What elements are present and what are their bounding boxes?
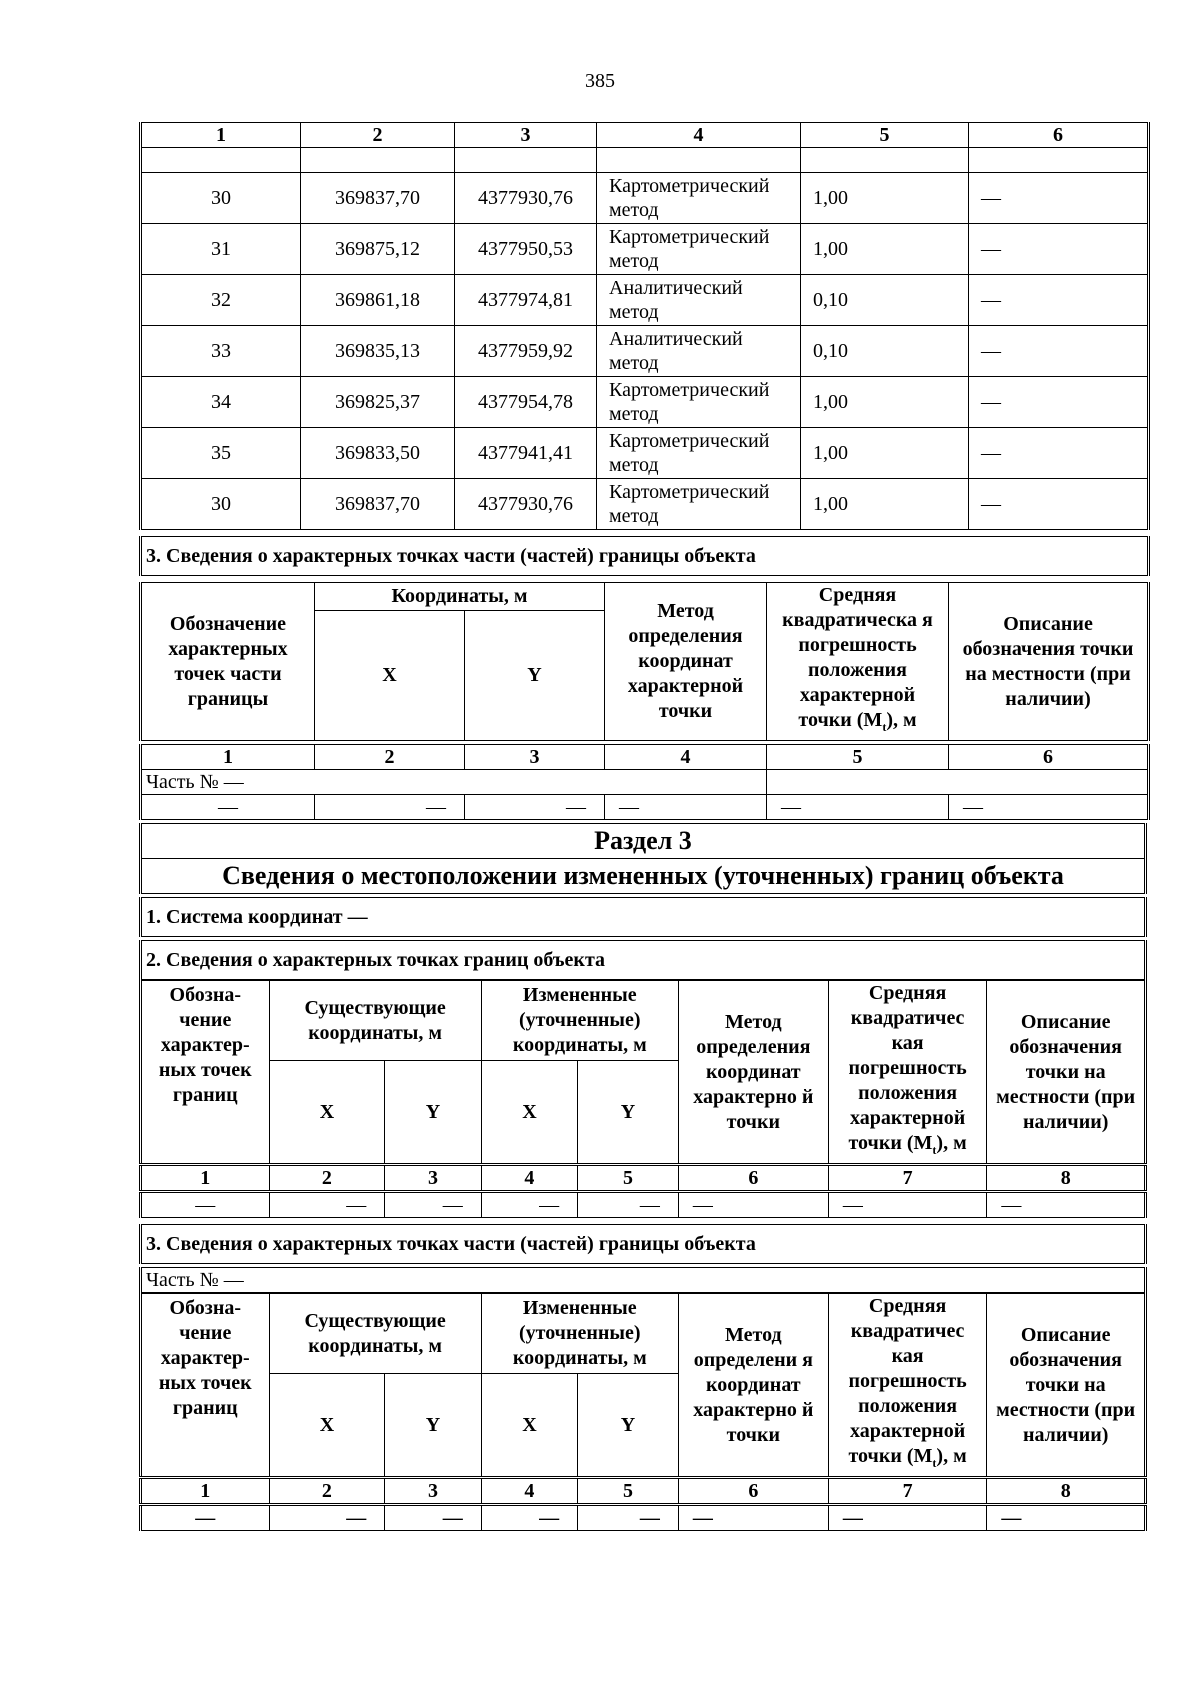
header-existing-y: Y bbox=[385, 1374, 481, 1478]
header-existing-x: X bbox=[269, 1374, 385, 1478]
header-changed-coords: Измененные (уточненные) координаты, м bbox=[481, 981, 678, 1061]
col-num: 2 bbox=[315, 745, 465, 770]
col-num: 6 bbox=[969, 123, 1149, 148]
method bbox=[597, 479, 801, 530]
point-number: 30 bbox=[141, 479, 301, 530]
description: — bbox=[969, 275, 1149, 326]
col-num: 3 bbox=[465, 745, 605, 770]
s3-points-table bbox=[139, 940, 1147, 980]
header-error: Средняя квадратичес кая погрешность положения характерной точки $(M_t)$, м bbox=[828, 1294, 987, 1478]
method-line: метод bbox=[609, 505, 659, 527]
header-method: Метод определения координат характерной точки bbox=[605, 583, 767, 741]
part-label: Часть № — bbox=[141, 770, 767, 795]
table-row bbox=[141, 377, 1149, 428]
coord-x: 369825,37 bbox=[301, 377, 455, 428]
method-line: Картометрический bbox=[609, 379, 770, 401]
error: 1,00 bbox=[801, 173, 969, 224]
part-points-header-table bbox=[139, 582, 1150, 741]
dash-cell: — bbox=[141, 795, 315, 820]
s3-part-title-table bbox=[139, 1224, 1147, 1264]
col-num: 4 bbox=[597, 123, 801, 148]
error: 0,10 bbox=[801, 275, 969, 326]
header-method: Метод определения координат характерно й точки bbox=[678, 981, 828, 1165]
col-num: 5 bbox=[578, 1165, 679, 1192]
part-points-table bbox=[139, 536, 1150, 576]
description: — bbox=[969, 224, 1149, 275]
s3-part-label-table bbox=[139, 1267, 1147, 1293]
method-line: метод bbox=[609, 454, 659, 476]
col-num: 7 bbox=[828, 1478, 987, 1505]
dash-cell: — bbox=[481, 1505, 577, 1531]
coord-y: 4377941,41 bbox=[455, 428, 597, 479]
column-number-row bbox=[141, 1478, 1146, 1505]
method-line: метод bbox=[609, 352, 659, 374]
description: — bbox=[969, 326, 1149, 377]
coord-x: 369833,50 bbox=[301, 428, 455, 479]
table-row bbox=[141, 224, 1149, 275]
method-line: Картометрический bbox=[609, 430, 770, 452]
dash-cell: — bbox=[385, 1505, 481, 1531]
header-error: Средняя квадратическа я погрешность положения характерной точки $(M_t)$, м bbox=[767, 583, 949, 741]
col-num: 3 bbox=[385, 1165, 481, 1192]
coord-x: 369861,18 bbox=[301, 275, 455, 326]
dash-cell: — bbox=[465, 795, 605, 820]
description: — bbox=[969, 377, 1149, 428]
dash-row bbox=[141, 795, 1149, 820]
section-title-row bbox=[141, 537, 1149, 576]
table-row bbox=[141, 428, 1149, 479]
coord-y: 4377954,78 bbox=[455, 377, 597, 428]
header-description: Описание обозначения точки на местности (при наличии) bbox=[949, 583, 1149, 741]
section-heading: Раздел 3 bbox=[141, 824, 1146, 859]
dash-cell: — bbox=[269, 1505, 385, 1531]
dash-cell: — bbox=[987, 1192, 1146, 1218]
part-points-body-table bbox=[139, 744, 1150, 820]
dash-cell: — bbox=[987, 1505, 1146, 1531]
col-num: 5 bbox=[767, 745, 949, 770]
dash-cell: — bbox=[141, 1505, 270, 1531]
method bbox=[597, 428, 801, 479]
part-label-row bbox=[141, 770, 1149, 795]
table-row bbox=[141, 173, 1149, 224]
method-line: метод bbox=[609, 301, 659, 323]
top-points-table bbox=[139, 122, 1150, 530]
description: — bbox=[969, 479, 1149, 530]
dash-cell: — bbox=[828, 1192, 987, 1218]
point-number: 32 bbox=[141, 275, 301, 326]
error: 1,00 bbox=[801, 224, 969, 275]
col-num: 2 bbox=[269, 1165, 385, 1192]
dash-cell: — bbox=[315, 795, 465, 820]
header-error: Средняя квадратичес кая погрешность положения характерной точки $(M_t)$, м bbox=[828, 981, 987, 1165]
header-y: Y bbox=[465, 610, 605, 740]
dash-cell: — bbox=[828, 1505, 987, 1531]
coord-y: 4377959,92 bbox=[455, 326, 597, 377]
dash-row bbox=[141, 1192, 1146, 1218]
point-number: 34 bbox=[141, 377, 301, 428]
point-number: 35 bbox=[141, 428, 301, 479]
coord-y: 4377974,81 bbox=[455, 275, 597, 326]
section-title: 2. Сведения о характерных точках границ объекта bbox=[141, 941, 1146, 980]
header-changed-x: X bbox=[481, 1374, 577, 1478]
method-line: Картометрический bbox=[609, 481, 770, 503]
header-changed-x: X bbox=[481, 1061, 577, 1165]
section-title: 3. Сведения о характерных точках части (частей) границы объекта bbox=[141, 537, 1149, 576]
method bbox=[597, 326, 801, 377]
coord-y: 4377930,76 bbox=[455, 479, 597, 530]
col-num: 1 bbox=[141, 1478, 270, 1505]
col-num: 8 bbox=[987, 1478, 1146, 1505]
column-number-row bbox=[141, 745, 1149, 770]
dash-cell: — bbox=[269, 1192, 385, 1218]
col-num: 1 bbox=[141, 745, 315, 770]
dash-cell: — bbox=[767, 795, 949, 820]
section-subheading: Сведения о местоположении измененных (уточненных) границ объекта bbox=[141, 859, 1146, 894]
section3-heading-table bbox=[139, 823, 1147, 894]
header-x: X bbox=[315, 610, 465, 740]
dash-row bbox=[141, 1505, 1146, 1531]
dash-cell: — bbox=[678, 1192, 828, 1218]
header-designation: Обозначение характерных точек части границы bbox=[141, 583, 315, 741]
col-num: 4 bbox=[481, 1478, 577, 1505]
coord-x: 369875,12 bbox=[301, 224, 455, 275]
header-existing-x: X bbox=[269, 1061, 385, 1165]
s3-points-header-table bbox=[139, 980, 1147, 1218]
col-num: 6 bbox=[678, 1165, 828, 1192]
table-row bbox=[141, 275, 1149, 326]
empty-row bbox=[141, 148, 1149, 173]
col-num: 3 bbox=[385, 1478, 481, 1505]
coord-y: 4377930,76 bbox=[455, 173, 597, 224]
coord-system-table bbox=[139, 897, 1147, 937]
coord-x: 369837,70 bbox=[301, 479, 455, 530]
coord-x: 369837,70 bbox=[301, 173, 455, 224]
dash-cell: — bbox=[578, 1505, 679, 1531]
description: — bbox=[969, 428, 1149, 479]
dash-cell: — bbox=[481, 1192, 577, 1218]
dash-cell: — bbox=[141, 1192, 270, 1218]
col-num: 1 bbox=[141, 123, 301, 148]
header-method: Метод определени я координат характерно й точки bbox=[678, 1294, 828, 1478]
header-designation: Обозна- чение характер- ных точек границ bbox=[141, 981, 270, 1165]
coord-system: 1. Система координат — bbox=[141, 898, 1146, 937]
dash-cell: — bbox=[949, 795, 1149, 820]
col-num: 6 bbox=[949, 745, 1149, 770]
method-line: метод bbox=[609, 403, 659, 425]
method bbox=[597, 275, 801, 326]
method bbox=[597, 377, 801, 428]
header-description: Описание обозначения точки на местности (при наличии) bbox=[987, 1294, 1146, 1478]
point-number: 33 bbox=[141, 326, 301, 377]
method-line: Аналитический bbox=[609, 328, 743, 350]
error: 0,10 bbox=[801, 326, 969, 377]
method bbox=[597, 173, 801, 224]
table-row bbox=[141, 326, 1149, 377]
table-row bbox=[141, 479, 1149, 530]
header-coordinates: Координаты, м bbox=[315, 583, 605, 611]
method-line: Картометрический bbox=[609, 226, 770, 248]
part-label: Часть № — bbox=[141, 1268, 1146, 1293]
page-number: 385 bbox=[585, 70, 615, 92]
header-changed-y: Y bbox=[578, 1374, 679, 1478]
document bbox=[139, 122, 1147, 1531]
column-number-row bbox=[141, 123, 1149, 148]
description: — bbox=[969, 173, 1149, 224]
point-number: 31 bbox=[141, 224, 301, 275]
dash-cell: — bbox=[605, 795, 767, 820]
point-number: 30 bbox=[141, 173, 301, 224]
error: 1,00 bbox=[801, 377, 969, 428]
col-num: 7 bbox=[828, 1165, 987, 1192]
col-num: 2 bbox=[301, 123, 455, 148]
method-line: метод bbox=[609, 250, 659, 272]
header-description: Описание обозначения точки на местности (при наличии) bbox=[987, 981, 1146, 1165]
col-num: 1 bbox=[141, 1165, 270, 1192]
coord-x: 369835,13 bbox=[301, 326, 455, 377]
s3-part-header-table bbox=[139, 1293, 1147, 1531]
error: 1,00 bbox=[801, 479, 969, 530]
header-designation: Обозна- чение характер- ных точек границ bbox=[141, 1294, 270, 1478]
error: 1,00 bbox=[801, 428, 969, 479]
header-existing-coords: Существующие координаты, м bbox=[269, 1294, 481, 1374]
col-num: 6 bbox=[678, 1478, 828, 1505]
header-existing-coords: Существующие координаты, м bbox=[269, 981, 481, 1061]
top-rows bbox=[141, 173, 1149, 530]
dash-cell: — bbox=[578, 1192, 679, 1218]
dash-cell: — bbox=[678, 1505, 828, 1531]
col-num: 4 bbox=[481, 1165, 577, 1192]
header-changed-y: Y bbox=[578, 1061, 679, 1165]
header-changed-coords: Измененные (уточненные) координаты, м bbox=[481, 1294, 678, 1374]
dash-cell: — bbox=[385, 1192, 481, 1218]
column-number-row bbox=[141, 1165, 1146, 1192]
coord-y: 4377950,53 bbox=[455, 224, 597, 275]
method bbox=[597, 224, 801, 275]
col-num: 4 bbox=[605, 745, 767, 770]
section-title: 3. Сведения о характерных точках части (частей) границы объекта bbox=[141, 1225, 1146, 1264]
header-existing-y: Y bbox=[385, 1061, 481, 1165]
method-line: Аналитический bbox=[609, 277, 743, 299]
col-num: 3 bbox=[455, 123, 597, 148]
method-line: Картометрический bbox=[609, 175, 770, 197]
col-num: 5 bbox=[801, 123, 969, 148]
col-num: 2 bbox=[269, 1478, 385, 1505]
col-num: 5 bbox=[578, 1478, 679, 1505]
method-line: метод bbox=[609, 199, 659, 221]
col-num: 8 bbox=[987, 1165, 1146, 1192]
